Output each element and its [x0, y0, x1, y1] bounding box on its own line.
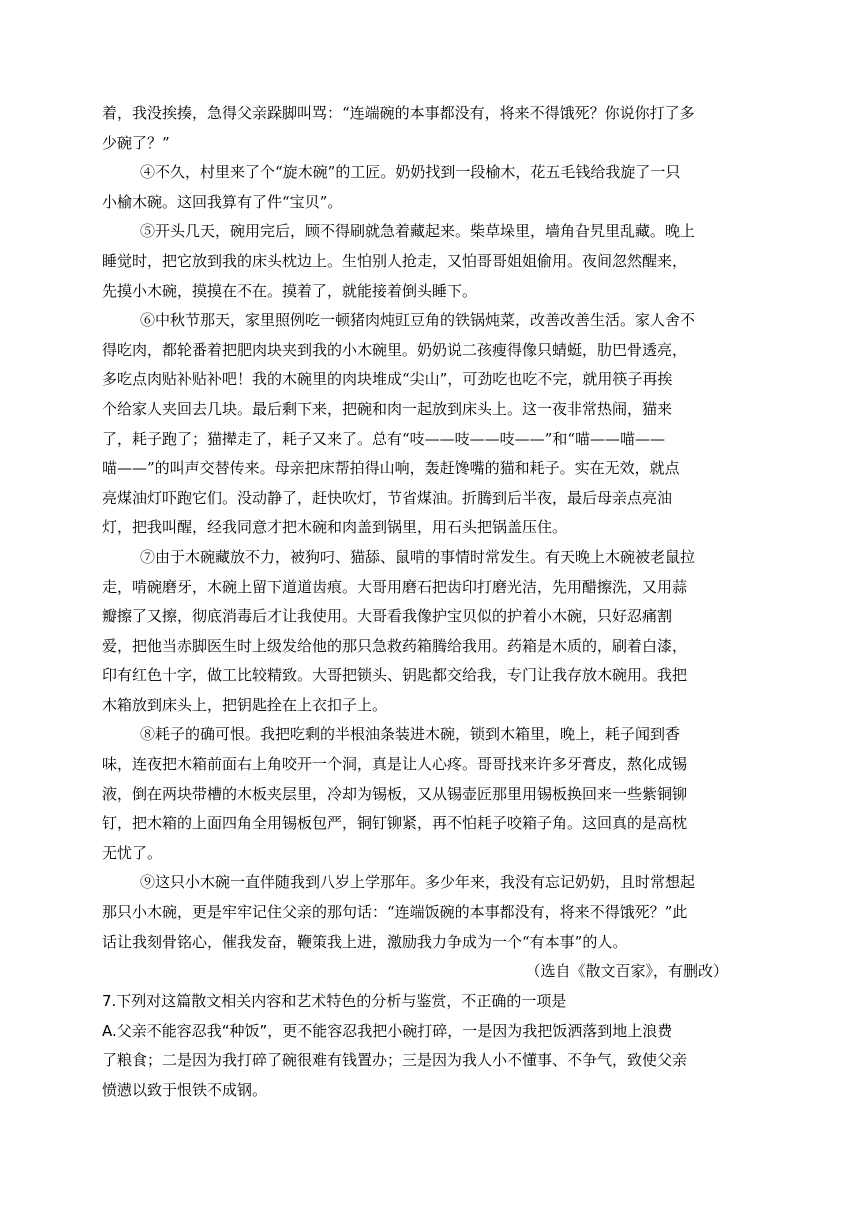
passage-line: 爱，把他当赤脚医生时上级发给他的那只急救药箱腾给我用。药箱是木质的，刷着白漆， — [102, 636, 688, 655]
passage-line: 个给家人夹回去几块。最后剩下来，把碗和肉一起放到床头上。这一夜非常热闹，猫来 — [102, 399, 673, 418]
passage-line: 钉，把木箱的上面四角全用锡板包严，铜钉铆紧，再不怕耗子咬箱子角。这回真的是高枕 — [102, 814, 688, 833]
passage-line: 得吃肉，都轮番着把肥肉块夹到我的小木碗里。奶奶说二孩瘦得像只蜻蜓，肋巴骨透亮， — [102, 340, 688, 359]
passage-line: 瓣擦了又擦，彻底消毒后才让我使用。大哥看我像护宝贝似的护着小木碗，只好忍痛割 — [102, 607, 673, 626]
source-citation-block — [102, 957, 730, 987]
option-a-line: 愤懑以致于恨铁不成钢。 — [102, 1080, 268, 1099]
question-7 — [102, 987, 730, 1105]
passage-line: ⑨这只小木碗一直伴随我到八岁上学那年。多少年来，我没有忘记奶奶，且时常想起 — [140, 873, 696, 892]
essay-passage — [102, 99, 730, 957]
passage-line: 那只小木碗，更是牢牢记住父亲的那句话：“连端饭碗的本事都没有，将来不得饿死？”此 — [102, 903, 688, 922]
passage-line: 话让我刻骨铭心，催我发奋，鞭策我上进，激励我力争成为一个“有本事”的人。 — [102, 932, 628, 951]
passage-line: ⑧耗子的确可恨。我把吃剩的半根油条装进木碗，锁到木箱里，晚上，耗子闻到香 — [140, 725, 681, 744]
passage-line: 小榆木碗。这回我算有了件“宝贝”。 — [102, 192, 343, 211]
passage-line: 印有红色十字，做工比较精致。大哥把锁头、钥匙都交给我，专门让我存放木碗用。我把 — [102, 666, 688, 685]
passage-line: 着，我没挨揍，急得父亲跺脚叫骂：“连端碗的本事都没有，将来不得饿死？你说你打了多 — [102, 104, 695, 122]
passage-line: 走，啃碗磨牙，木碗上留下道道齿痕。大哥用磨石把齿印打磨光洁，先用醋擦洗，又用蒜 — [102, 577, 688, 596]
passage-line: 液，倒在两块带槽的木板夹层里，冷却为锡板，又从锡壶匠那里用锡板换回来一些紫铜铆 — [102, 784, 688, 803]
passage-line: 亮煤油灯吓跑它们。没动静了，赶快吹灯，节省煤油。折腾到后半夜，最后母亲点亮油 — [102, 488, 673, 507]
passage-line: 多吃点肉贴补贴补吧！我的木碗里的肉块堆成“尖山”，可劲吃也吃不完，就用筷子再挨 — [102, 370, 673, 389]
source-citation: （选自《散文百家》，有删改） — [525, 962, 728, 980]
option-a-line: A.父亲不能容忍我“种饭”，更不能容忍我把小碗打碎，一是因为我把饭洒落到地上浪费 — [102, 1021, 673, 1040]
passage-line: ⑦由于木碗藏放不力，被狗叼、猫舔、鼠啃的事情时常发生。有天晚上木碗被老鼠拉 — [140, 547, 696, 566]
passage-line: 木箱放到床头上，把钥匙拴在上衣扣子上。 — [102, 695, 388, 714]
passage-line: ④不久，村里来了个“旋木碗”的工匠。奶奶找到一段榆木，花五毛钱给我旋了一只 — [140, 163, 681, 182]
passage-line: 了，耗子跑了；猫撵走了，耗子又来了。总有“吱——吱——吱——”和“喵——喵—— — [102, 429, 666, 448]
passage-line: 少碗了？” — [102, 133, 170, 152]
passage-line: 先摸小木碗，摸摸在不在。摸着了，就能接着倒头睡下。 — [102, 281, 478, 300]
passage-line: 灯，把我叫醒，经我同意才把木碗和肉盖到锅里，用石头把锅盖压住。 — [102, 518, 568, 537]
option-a-line: 了粮食；二是因为我打碎了碗很难有钱置办；三是因为我人小不懂事、不争气，致使父亲 — [102, 1051, 688, 1070]
passage-line: ⑤开头几天，碗用完后，顾不得刷就急着藏起来。柴草垛里，墙角旮旯里乱藏。晚上 — [140, 222, 696, 241]
passage-line: 无忧了。 — [102, 843, 163, 862]
option-a[interactable] — [102, 1017, 730, 1106]
question-stem: 7.下列对这篇散文相关内容和艺术特色的分析与鉴赏，不正确的一项是 — [102, 992, 567, 1010]
passage-line: 睡觉时，把它放到我的床头枕边上。生怕别人抢走，又怕哥哥姐姐偷用。夜间忽然醒来， — [102, 251, 688, 270]
passage-line: 味，连夜把木箱前面右上角咬开一个洞，真是让人心疼。哥哥找来许多牙膏皮，熬化成锡 — [102, 755, 688, 774]
passage-line: 喵——”的叫声交替传来。母亲把床帮拍得山响，轰赶馋嘴的猫和耗子。实在无效，就点 — [102, 459, 680, 478]
passage-line: ⑥中秋节那天，家里照例吃一顿猪肉炖豇豆角的铁锅炖菜，改善改善生活。家人舍不 — [140, 311, 696, 330]
